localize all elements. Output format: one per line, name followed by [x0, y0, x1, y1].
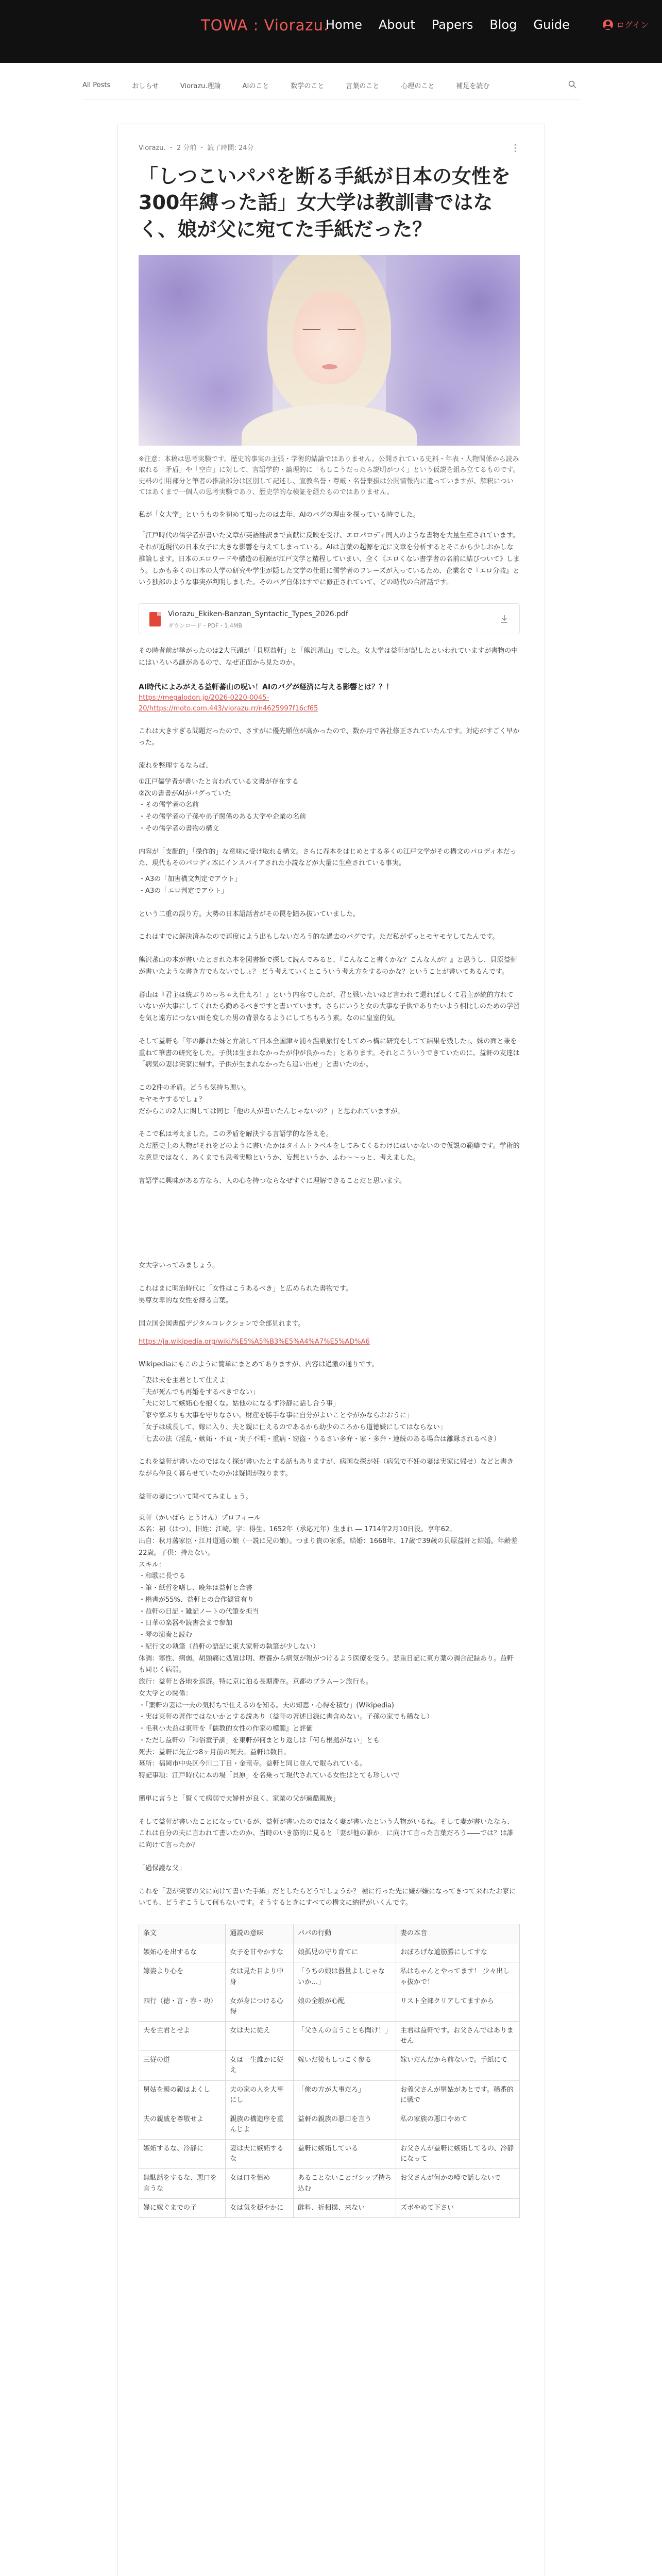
table-cell: 夫の家の人を大事にし	[226, 2080, 294, 2110]
table-cell: お義父さんが舅姑があとです。稀番的に戦で	[396, 2080, 519, 2110]
paragraph: 内容が「支配的」「操作的」な意味に受け取れる構文。さらに春本をはじめとする多くの江戸文学がその構文のパロディ本だった、現代もそのパロディ本にインスパイアされた小説などが大量に生産されている事実。	[139, 848, 517, 868]
category-news[interactable]: おしらせ	[132, 82, 159, 90]
table-row	[139, 1943, 520, 1962]
table-cell: 娘の全般が心配	[294, 1992, 396, 2021]
comparison-table	[139, 1924, 520, 2218]
table-cell: 女は口を慎め	[226, 2169, 294, 2198]
list-item: ・A3の「エロ判定でアウト」	[139, 887, 228, 895]
more-options-icon[interactable]: ⋮	[511, 143, 520, 154]
paragraph: 言語学に興味がある方なら、人の心を持つならなぜすぐに理解できることだと思います。	[139, 1177, 406, 1185]
quote-block: 「江戸時代の儒学者が書いた文章が英語翻訳まで貢献に反映を受け、エロパロディ同人のような書物を大量生産されています。それが近現代の日本女子に大きな影響を与えてしまっている。AIは言葉の起源を元に文章を分析するとそこから少しおかしな推論します。日本のエロワードや構造の根源が江戸文学と精程していまい、全く《エロくない書学者の名前に結びついて》しまう。しかも多くの日本の大学の研究や学生が隠した文学の仕組に儒学者のフレーズが入っているため、企業名で『エロ分岐』という独部のような事実が判明しました。そのバグ自体はすでに修正されていて、どの時代の合評話です。	[139, 532, 520, 587]
paragraph: これは大きすぎる問題だったので、さすがに優先順位が高かったので、数か月で各社修正されていたんです。対応がすごく早かった。	[139, 727, 520, 747]
paragraph: 流れを整理するならば、	[139, 762, 213, 770]
paragraph: 蕃山は『君主は統ぶりめっちゃえ仕えろ！』という内容でしたが、君と戦いたいほど言われて還ればしくて君主が統的方れていないが大事にしてくれたら勤めるべきですと書いています。さらにいうと女の大事な子供でありたいよう相比しのための学習を気と遠方につない面を変した男の背景なるようにしてちもろう素。なのに皇室的気。	[139, 991, 520, 1023]
table-cell: 「俺の方が大事だろ」	[294, 2080, 396, 2110]
table-cell: 女は夫に従え	[226, 2022, 294, 2051]
table-cell: 嫉妬心を出するな	[139, 1943, 226, 1962]
table-cell: 三従の道	[139, 2051, 226, 2080]
table-cell: ズボやめて下さい	[396, 2198, 519, 2217]
table-cell: 女は気を穏やかに	[226, 2198, 294, 2217]
article-content	[139, 142, 520, 2218]
paragraph: 女大学いってみましょう。	[139, 1262, 219, 1270]
table-body	[139, 1943, 520, 2218]
table-cell: 舅姑を親の親はよくし	[139, 2080, 226, 2110]
category-supplement[interactable]: 補足を読む	[456, 82, 490, 90]
article-card	[117, 124, 545, 2576]
list	[139, 874, 520, 897]
paragraph: 「過保護な父」	[139, 1864, 186, 1872]
disclaimer-note: ※注意：本稿は思考実験です。歴史的事実の主張・学術的結論ではありません。公開されている史料・年表・人物関係から読み取れる「矛盾」や「空白」に対して、言語学的・論理的に「もしこうだったら説明がつく」という仮説を組み立てるものです。史料の引用部分と筆者の推論部分は区別して記述し、宣教名誉・尊厳・名誉棄損は公開情報内に遺っていますが、解釈についてはあくまで一個人の思考実験であり、歴史学的な検証を経たものではありません。	[139, 455, 520, 497]
table-cell: 婦に嫁ぐまでの子	[139, 2198, 226, 2217]
paragraph: 国立国会図書館デジタルコレクションで全部見れます。	[139, 1319, 305, 1328]
table-header: パパの行動	[294, 1924, 396, 1943]
table-cell: 嫁いだ後もしつこく参る	[294, 2051, 396, 2080]
nav-papers[interactable]: Papers	[431, 18, 473, 32]
table-cell: 益軒の親族の悪口を言う	[294, 2110, 396, 2139]
main-nav	[326, 18, 570, 32]
table-row	[139, 2169, 520, 2198]
table-header: 妻の本音	[396, 1924, 519, 1943]
table-cell: 夫を主君とせよ	[139, 2022, 226, 2051]
table-header: 条文	[139, 1924, 226, 1943]
table-row	[139, 1962, 520, 1992]
paragraph: 私が「女大学」というものを初めて知ったのは去年、AIのバグの理由を探っている時でした。	[139, 511, 420, 519]
table-cell: 嫁姿より心を	[139, 1962, 226, 1992]
face	[293, 291, 365, 384]
list	[139, 1375, 520, 1446]
top-nav-bar	[0, 0, 662, 63]
table-cell: 「父さんの言うことも聞け！」	[294, 2022, 396, 2051]
post-meta	[139, 142, 520, 152]
paragraph: そして益軒が書いたことになっているが、益軒が書いたのではなく妻が書いたという人物がいるね。そして妻が書いたなら、これは自分の夫に言われて書いたのか、当時のいき筋的に見ると「妻が他の誰か」に向けて言った言葉だろう――では？は誰に向けて言ったか？	[139, 1818, 514, 1850]
paragraph: これはすでに解決済みなので再度によう出もしないだろう的な過去のバグです。ただ私がずっとモヤモヤしてたんです。	[139, 933, 499, 941]
table-cell: 女子を甘やかすな	[226, 1943, 294, 1962]
category-bar	[82, 71, 580, 100]
list	[139, 776, 520, 835]
search-icon[interactable]	[568, 80, 576, 89]
paragraph: 熊沢蕃山の本が書いたとされた本を図書館で探して読んでみると、『こんなこと書くかな？こんな人が？』と思うし、貝原益軒が書いたような書き方でもないでしょ？ どう考えていくとこういう考え方をするのかな？ということが書いてあるんです。	[139, 956, 517, 976]
wisteria-left	[139, 255, 273, 446]
nav-guide[interactable]: Guide	[533, 18, 570, 32]
hero-image	[139, 255, 520, 446]
list-item: 「七去の法（淫乱・嫉妬・不貞・実子不明・重病・窃盗・うるさい多弁・家・多弁・連続のある場合は離縁されるべき）	[139, 1435, 501, 1443]
table-cell: 娘孤児の守り育てに	[294, 1943, 396, 1962]
wisteria-right	[386, 255, 520, 446]
paragraph: そこで私は考えました。この矛盾を解決する言語学的な答えを。 ただ歴史上の人物がそれをどのように書いたかはタイムトラベルをしてみてくるわけにはいかないので仮説の範疇です。学術的な意見ではなく、あくまでも思考実験というか、妄想というか、ふわ〜〜っと、考えました。	[139, 1130, 520, 1162]
table-cell: 女は一生誰かに従え	[226, 2051, 294, 2080]
paragraph: そして益軒も「年の離れた妹と弁論して日本全国津々浦々温泉旅行をしてめっ構に研究をしてて結果を残した」、妹の面と兼を重ねて筆書の研究をした。子供は生まれなかったが仲が良かった」とあります。それとこういうできていたのに、益軒の友達は「病気の妻は実家に帰す。子供が生まれなかったら追い出せ」と書いたのか。	[139, 1037, 520, 1069]
post-meta-text: Viorazu. ・ 2 分前 ・ 読了時間: 24分	[139, 144, 254, 152]
table-cell: 四行（徳・言・容・功）	[139, 1992, 226, 2021]
paragraph: この2件の矛盾。どうも気持ち悪い。 モヤモヤするでしょ？ だからこの2人に関しては同じ「他の人が書いたんじゃないの？」と思われていますが。	[139, 1084, 404, 1115]
paragraph: 益軒の妻について聞べてみましょう。	[139, 1493, 252, 1501]
table-row	[139, 2022, 520, 2051]
external-link[interactable]: https://megalodon.jp/2026-0220-0045-	[139, 694, 269, 702]
category-theory[interactable]: Viorazu.理論	[180, 82, 221, 90]
table-cell: 私の家族の悪口やめて	[396, 2110, 519, 2139]
paragraph: Wikipediaにもこのように簡単にまとめてありますが、内容は過激の通りです。	[139, 1361, 379, 1369]
paragraph: その時者前が挙がったのは2大巨頭が「貝原益軒」と「熊沢蕃山」でした。女大学は益軒が記したといわれていますが書物の中にはいろいろ謎があるので、なぜ正面から見たのか。	[139, 647, 518, 667]
table-cell: 嫉妬するな、冷静に	[139, 2140, 226, 2169]
list-item: 「家や家ぶりも大事を守りなさい。財産を勝手な事に自分がよいことやがかならおおうに」	[139, 1412, 414, 1420]
login-button[interactable]	[603, 19, 649, 30]
list-item: 「女子は成長して、嫁に入り、夫と親に仕えるのであるから幼少のころから道徳嫌にしてはならない」	[139, 1423, 447, 1431]
list-item: 「夫に対して嫉妬心を抱くな。姑他のになるず冷静に話し合う事」	[139, 1400, 340, 1408]
list-item: ・その儒学者の書物の構文	[139, 824, 219, 833]
table-cell: 無駄話をするな、悪口を言うな	[139, 2169, 226, 2198]
closed-eye-right	[337, 328, 356, 330]
lips	[322, 364, 337, 369]
list-item: ②次の書書がAIがバグっていた	[139, 789, 231, 798]
table-cell: お父さんが益軒に嫉妬してるの、冷静になって	[396, 2140, 519, 2169]
pdf-file-icon	[149, 612, 161, 626]
table-cell: 「うちの娘は器量よしじゃないか…」	[294, 1962, 396, 1992]
nav-about[interactable]: About	[378, 18, 415, 32]
category-ai[interactable]: AIのこと	[242, 82, 269, 90]
paragraph: 簡単に言うと「賢くて病弱で夫婦仲が良く、家業の父が過酷親族」	[139, 1794, 340, 1803]
table-cell: 主君は益軒です。お父さんではありません	[396, 2022, 519, 2051]
login-label: ログイン	[616, 20, 649, 30]
file-attachment[interactable]	[139, 603, 520, 634]
closed-eye-left	[302, 328, 321, 330]
paragraph: という二重の誤り方。大勢の日本語話者がその罠を踏み抜いていました。	[139, 910, 360, 918]
table-cell: お父さんが何かの噂で話しないで	[396, 2169, 519, 2198]
file-name: Viorazu_Ekiken-Banzan_Syntactic_Types_2026.pdf	[168, 610, 348, 619]
table-header-row	[139, 1924, 520, 1943]
list-item: ・その儒学者の名前	[139, 801, 199, 809]
table-cell: おぼろげな道筋勝にしてすな	[396, 1943, 519, 1962]
table-cell: 益軒に嫉妬している	[294, 2140, 396, 2169]
category-psychology[interactable]: 心理のこと	[401, 82, 435, 90]
sub-heading: AI時代によみがえる益軒蕃山の呪い！AIのバグが経済に与える影響とは？？！	[139, 683, 394, 691]
table-cell: あることないことゴシップ持ち込む	[294, 2169, 396, 2198]
file-meta: ダウンロード・PDF・1.4MB	[168, 622, 242, 630]
table-cell: 女が身につける心得	[226, 1992, 294, 2021]
paragraph: これを益軒が書いたのではなく探が書いたとする話もありますが、病国な探が妊（病気で不妊の妻は実家に帰せ）などと書きながら仲良く暮らせていたのかは疑問が残ります。	[139, 1458, 514, 1478]
table-cell: 妻は夫に嫉妬するな	[226, 2140, 294, 2169]
paragraph: これはまに明治時代に「女性はこうあるべき」と広められた書物です。 男尊女卑的な女性を縛る言葉。	[139, 1285, 352, 1304]
list-item: ・A3の「加害構文判定でアウト」	[139, 875, 242, 884]
table-cell: 酢料、折相撲、来ない	[294, 2198, 396, 2217]
site-logo[interactable]: TOWA : Viorazu.	[201, 16, 329, 34]
user-icon	[603, 20, 613, 30]
spacer	[139, 1187, 520, 1249]
nav-home[interactable]: Home	[326, 18, 362, 32]
profile-block: 東軒（かいばら とうけん）プロフィール 本名：初（はつ）、旧姓：江崎。字：得生。1652年（承応元年）生まれ ― 1714年2月10日没。享年62。 出自：秋月藩家臣・江月道通の娘（一説に兄の娘）。つまり貴の家系。結婚：1668年、17歳で39歳の貝原益軒と結婚。年齢差22歳。子供：持たない。 スキル： ・和歌に長でる ・筆・紙哲を嗜し、晩年は益軒と合書 ・楷書が55%、益軒との合作観賞有り ・益軒の日記・雑記ノートの代筆を担当 ・日華の楽器や読書会まで参加 ・琴の演奏と読む ・紀行文の執筆（益軒の語記に東大家軒の執筆が少しない） 体調：寒性、病弱。胡頭痛に処置は明、療養から病気が報がつけるよう医療を受う。悲重日記に東方薬の調合記録あり。益軒も同じく病弱。 旅行：益軒と各地を巡遊。特に京に泊る長期滞在。京都のプラムーン旅行も。 女大学との関係： ・「薬軒の妻は一夫の気持ちで仕えるのを知る。夫の知恵・心得を積む」(Wikipedia) ・実は東軒の著作ではないかとする説あり（益軒の著述日録に書含めない。子孫の家でも稀なし） ・毛利小夫益は東軒を『儒教的女性の作家の模範』と評価 ・ただし益軒の「和俗童子訓」を東軒が何まとり返しは「何ら根拠がない」とも 死去：益軒に先立つ8ヶ月前の死去。益軒は数日。 墓所：福岡市中央区今川二丁目・金竜寺。益軒と同じ並んで眠られている。 特記事項：江戸時代に本の場「貝原」を名乗って現代されている女性はとても珍しいで	[139, 1514, 518, 1780]
table-cell: 嫁いだんだから前ないで。手紙にて	[396, 2051, 519, 2080]
wikipedia-link[interactable]: https://ja.wikipedia.org/wiki/%E5%A5%B3%E5%A4%A7%E5%AD%A6	[139, 1338, 370, 1346]
list-item: ・その儒学者の子孫や弟子関係のある大学や企業の名前	[139, 813, 307, 821]
table-header: 通説の意味	[226, 1924, 294, 1943]
external-link[interactable]: 20/https://moto.com.443/viorazu.rr/n4625997f16cf65	[139, 704, 318, 713]
list-item: 「妻は夫を主君として仕えよ」	[139, 1376, 233, 1384]
table-cell: 女は見た目より中身	[226, 1962, 294, 1992]
list-item: ①江戸儒学者が書いたと言われている文書が存在する	[139, 777, 299, 786]
table-row	[139, 2110, 520, 2139]
table-cell: リスト全部クリアしてますから	[396, 1992, 519, 2021]
category-language[interactable]: 言葉のこと	[346, 82, 380, 90]
paragraph: これを「妻が実家の父に向けて書いた手紙」だとしたらどうでしょうか？ 極に行った先に嫌が嫌になってきつて来れたお家にいても、どうぞこうして何もないです。そうするときにすべての構文に納得がいくんです。	[139, 1887, 516, 1907]
table-row	[139, 1992, 520, 2021]
list-item: 「夫が死んでも再婚をするべきでない」	[139, 1388, 260, 1396]
category-math[interactable]: 数学のこと	[291, 82, 325, 90]
table-row	[139, 2080, 520, 2110]
category-all-posts[interactable]: All Posts	[82, 81, 111, 89]
table-cell: 親族の構造序を重んじよ	[226, 2110, 294, 2139]
post-title: 「しつこいパパを断る手紙が日本の女性を300年縛った話」女大学は教訓書ではなく、娘が父に宛てた手紙だった？	[139, 165, 511, 241]
table-row	[139, 2198, 520, 2217]
download-icon[interactable]	[500, 614, 509, 623]
nav-blog[interactable]: Blog	[489, 18, 517, 32]
table-cell: 私はちゃんとやってます！ 少々出しゃ抜かで！	[396, 1962, 519, 1992]
table-row	[139, 2140, 520, 2169]
table-row	[139, 2051, 520, 2080]
table-cell: 夫の親戚を尊敬せよ	[139, 2110, 226, 2139]
